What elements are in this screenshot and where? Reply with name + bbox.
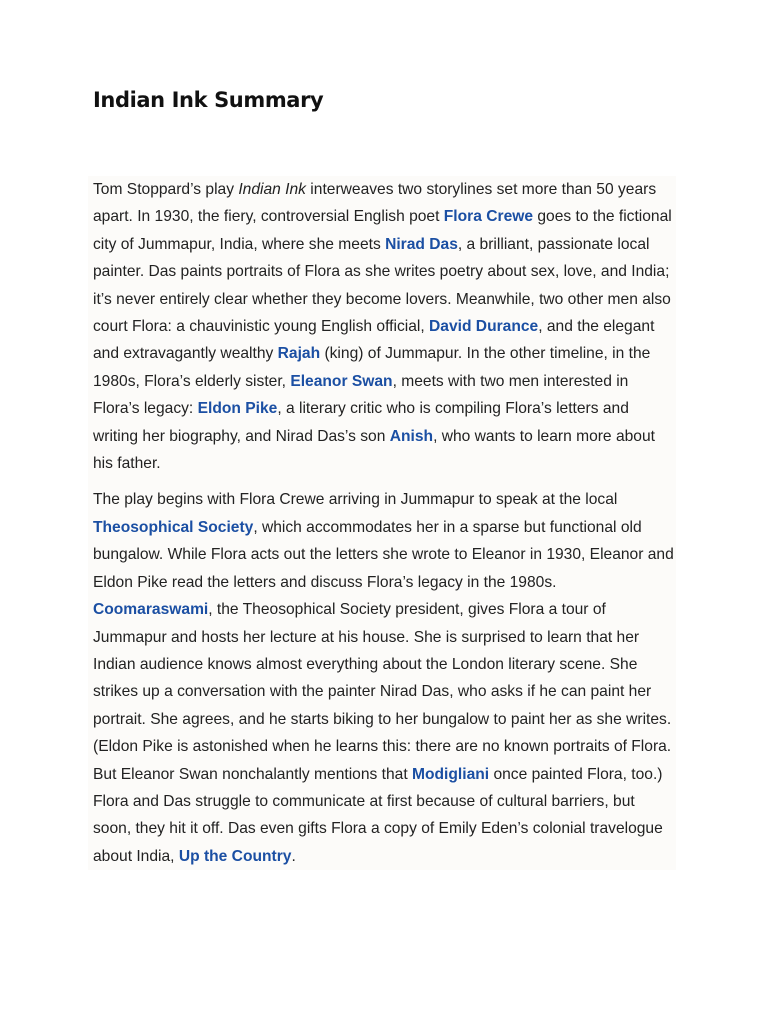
paragraph-text: , and the elegant and extravagantly wealthy xyxy=(93,318,655,363)
paragraph-text: Tom Stoppard’s play xyxy=(93,181,239,198)
summary-paragraph-1 xyxy=(93,176,676,477)
play-title-italic: Indian Ink xyxy=(238,181,306,198)
paragraph-text: goes to the fictional city of Jummapur, India, where she meets xyxy=(93,208,672,253)
david-durance-link[interactable]: David Durance xyxy=(429,318,539,336)
eldon-pike-link[interactable]: Eldon Pike xyxy=(197,400,278,418)
theosophical-society-link[interactable]: Theosophical Society xyxy=(93,518,254,536)
up-the-country-link[interactable]: Up the Country xyxy=(178,847,292,865)
rajah-link[interactable]: Rajah xyxy=(277,345,321,363)
flora-crewe-link[interactable]: Flora Crewe xyxy=(443,208,534,226)
paragraph-text: The play begins with Flora Crewe arriving in Jummapur to speak at the local xyxy=(93,491,618,509)
paragraph-text: , who wants to learn more about his father. xyxy=(93,427,655,473)
paragraph-text: , which accommodates her in a sparse but functional old bungalow. While Flora acts out the letters she wrote to Eleanor in 1930, Eleanor and Eldon Pike read the letters and discuss Flora’s legacy in the 1980s. xyxy=(93,518,674,591)
page-title: Indian Ink Summary xyxy=(93,88,324,112)
nirad-das-link[interactable]: Nirad Das xyxy=(385,235,458,253)
coomaraswami-link[interactable]: Coomaraswami xyxy=(93,601,209,619)
paragraph-text: , meets with two men interested in Flora’s legacy: xyxy=(93,372,629,418)
paragraph-text: (king) of Jummapur. In the other timeline, in the 1980s, Flora’s elderly sister, xyxy=(93,345,651,390)
paragraph-text: interweaves two storylines set more than 50 years apart. In 1930, the fiery, controversial English poet xyxy=(93,181,657,226)
paragraph-text: . xyxy=(291,847,296,865)
paragraph-text: once painted Flora, too.) Flora and Das struggle to communicate at first because of cultural barriers, but soon, they hit it off. Das even gifts Flora a copy of Emily Eden’s colonial travelogue about India, xyxy=(93,765,663,865)
anish-link[interactable]: Anish xyxy=(389,427,434,445)
paragraph-text: , a brilliant, passionate local painter. Das paints portraits of Flora as she writes poetry about sex, love, and India; it’s never entirely clear whether they become lovers. Meanwhile, two other men also court Flora: a chauvinistic young English official, xyxy=(93,235,671,336)
summary-body xyxy=(88,176,676,870)
paragraph-text: , a literary critic who is compiling Flora’s letters and writing her biography, and Nirad Das’s son xyxy=(93,400,629,445)
paragraph-text: , the Theosophical Society president, gives Flora a tour of Jummapur and hosts her lecture at his house. She is surprised to learn that her Indian audience knows almost everything about the London literary scene. She strikes up a conversation with the painter Nirad Das, who asks if he can paint her portrait. She agrees, and he starts biking to her bungalow to paint her as she writes. (Eldon Pike is astonished when he learns this: there are no known portraits of Flora. But Eleanor Swan nonchalantly mentions that xyxy=(93,601,672,783)
eleanor-swan-link[interactable]: Eleanor Swan xyxy=(290,372,393,390)
summary-paragraph-2 xyxy=(93,486,676,870)
modigliani-link[interactable]: Modigliani xyxy=(412,765,490,783)
